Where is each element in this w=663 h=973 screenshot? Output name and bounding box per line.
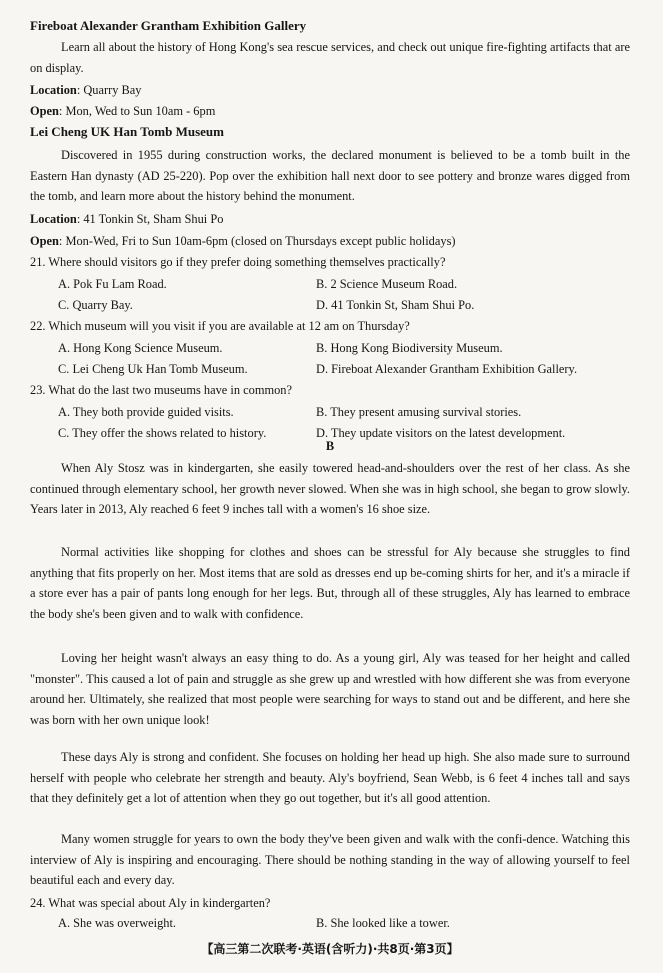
gallery-open [30, 101, 630, 122]
passage-paragraph-1: When Aly Stosz was in kindergarten, she easily towered head-and-shoulders over the rest of her class. As she continued through elementary school, her growth never slowed. When she was in high school, she began to grow slowly. Years later in 2013, Aly reached 6 feet 9 inches tall with a women's 16 shoe size. [30, 461, 630, 516]
open-value: : Mon, Wed to Sun 10am - 6pm [58, 104, 216, 118]
open-label: Open [30, 234, 59, 248]
q22-option-c[interactable]: C. Lei Cheng Uk Han Tomb Museum. [58, 362, 248, 376]
q22-option-d[interactable]: D. Fireboat Alexander Grantham Exhibition Gallery. [316, 362, 578, 376]
tomb-location [30, 209, 630, 230]
location-value: : Quarry Bay [76, 83, 142, 97]
q21-option-d[interactable]: D. 41 Tonkin St, Sham Shui Po. [316, 298, 475, 312]
passage-paragraph-4: These days Aly is strong and confident. She focuses on holding her head up high. She also made sure to surround herself with people who celebrate her strength and beauty. Aly's boyfriend, Sean Webb, is 6 feet 4 inches tall and says that they definitely get a lot of attention when they go out together, but it's all good attention. [30, 750, 630, 805]
q23-option-c[interactable]: C. They offer the shows related to history. [58, 426, 267, 440]
location-label: Location [30, 212, 77, 226]
q22-option-b[interactable]: B. Hong Kong Biodiversity Museum. [316, 341, 503, 355]
q24-option-a[interactable]: A. She was overweight. [58, 916, 177, 930]
question-21: 21. Where should visitors go if they prefer doing something themselves practically? [30, 255, 446, 269]
q23-option-a[interactable]: A. They both provide guided visits. [58, 405, 234, 419]
question-22: 22. Which museum will you visit if you are available at 12 am on Thursday? [30, 319, 410, 333]
passage-paragraph-5: Many women struggle for years to own the body they've been given and walk with the confi-dence. Watching this interview of Aly is inspiring and encouraging. There should be nothing standing in the way of allowing yourself to feel beautiful each and every day. [30, 832, 630, 887]
open-value: : Mon-Wed, Fri to Sun 10am-6pm (closed on Thursdays except public holidays) [58, 234, 456, 248]
q21-option-a[interactable]: A. Pok Fu Lam Road. [58, 277, 167, 291]
question-24: 24. What was special about Aly in kindergarten? [30, 896, 271, 910]
page-footer: 【高三第二次联考·英语(含听力)·共8页·第3页】 [201, 942, 459, 956]
q23-option-d[interactable]: D. They update visitors on the latest development. [316, 426, 566, 440]
gallery-location [30, 80, 630, 101]
question-23: 23. What do the last two museums have in common? [30, 383, 292, 397]
location-value: : 41 Tonkin St, Sham Shui Po [76, 212, 224, 226]
section-b-heading: B [325, 439, 335, 453]
passage-paragraph-2: Normal activities like shopping for clothes and shoes can be stressful for Aly because she struggles to find anything that fits properly on her. Most items that are sold as dresses end up be-coming shirts for her, and it's a miracle if a store ever has a pair of pants long enough for her legs. But, through all of these struggles, Aly has learned to embrace the body she's been given and to walk with confidence. [30, 545, 630, 621]
q21-option-c[interactable]: C. Quarry Bay. [58, 298, 133, 312]
tomb-description: Discovered in 1955 during construction works, the declared monument is believed to be a tomb built in the Eastern Han dynasty (AD 25-220). Pop over the exhibition hall next door to see pottery and bronze wares digged from the tomb, and learn more about the history behind the monument. [30, 148, 630, 203]
tomb-open [30, 231, 630, 252]
gallery-description: Learn all about the history of Hong Kong's sea rescue services, and check out unique fire-fighting artifacts that are on display. [30, 40, 630, 75]
passage-paragraph-3: Loving her height wasn't always an easy thing to do. As a young girl, Aly was teased for her height and called "monster". This caused a lot of pain and struggle as she grew up and wrestled with how different she was from everyone around her. Ultimately, she realized that most people were searching for ways to stand out and be different, and here she was born with her own unique look! [30, 651, 630, 727]
tomb-title: Lei Cheng UK Han Tomb Museum [30, 124, 224, 139]
location-label: Location [30, 83, 77, 97]
q23-option-b[interactable]: B. They present amusing survival stories. [316, 405, 522, 419]
q22-option-a[interactable]: A. Hong Kong Science Museum. [58, 341, 223, 355]
open-label: Open [30, 104, 59, 118]
q21-option-b[interactable]: B. 2 Science Museum Road. [316, 277, 458, 291]
q24-option-b[interactable]: B. She looked like a tower. [316, 916, 450, 930]
gallery-title: Fireboat Alexander Grantham Exhibition Gallery [30, 18, 307, 33]
